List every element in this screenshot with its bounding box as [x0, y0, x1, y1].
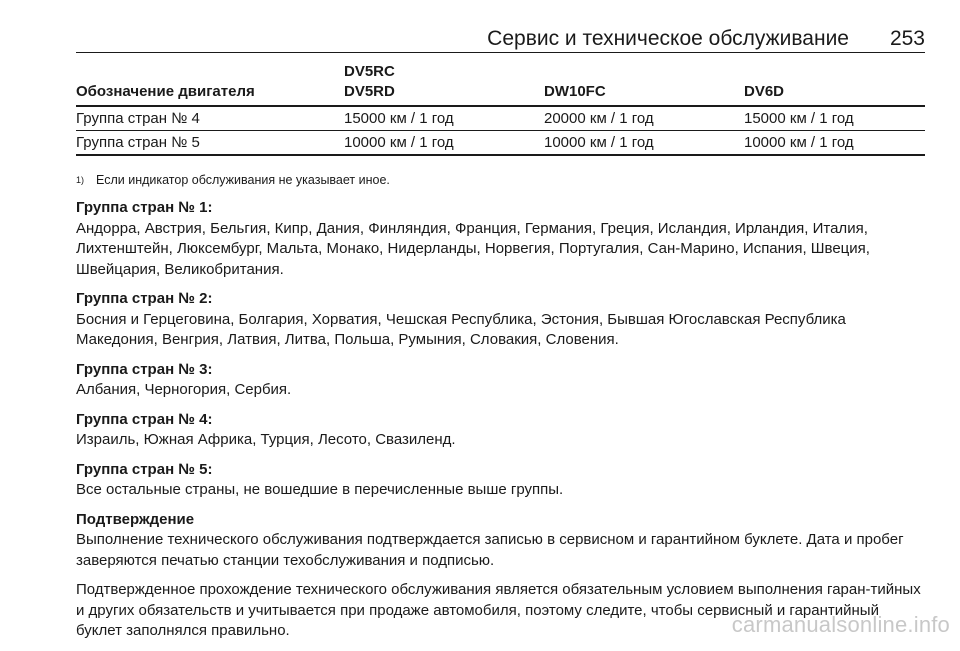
page-number: 253: [889, 27, 925, 50]
section-text: Албания, Черногория, Сербия.: [76, 381, 292, 398]
column-header-dv5rc-dv5rd: DV5RC DV5RD: [344, 62, 544, 106]
section-confirmation: [76, 510, 925, 572]
page-header: [76, 26, 925, 53]
column-header-dw10fc: DW10FC: [544, 62, 744, 106]
table-cell: Группа стран № 4: [76, 106, 344, 131]
section-group-2: [76, 289, 925, 351]
section-title: Группа стран № 3:: [76, 360, 213, 378]
table-cell: 20000 км / 1 год: [544, 106, 744, 131]
table-cell: Группа стран № 5: [76, 131, 344, 156]
section-title: Группа стран № 4:: [76, 410, 213, 428]
section-group-1: [76, 198, 925, 280]
section-title: Группа стран № 1:: [76, 199, 213, 216]
table-header-row: [76, 62, 925, 106]
table-row: [76, 131, 925, 156]
table-cell: 15000 км / 1 год: [744, 106, 925, 131]
service-interval-table: [76, 62, 925, 156]
watermark: carmanualsonline.info: [731, 612, 950, 637]
footnote: [76, 172, 390, 188]
footnote-marker: 1): [76, 175, 85, 185]
section-title: Группа стран № 2:: [76, 290, 213, 307]
table-cell: 15000 км / 1 год: [344, 106, 544, 131]
column-header-dv6d: DV6D: [744, 62, 925, 106]
section-text: Андорра, Австрия, Бельгия, Кипр, Дания, Финляндия, Франция, Германия, Греция, Исландия, Ирландия, Италия, Лихтенштейн, Люксембург, Мальта, Монако, Нидерланды, Норвегия, Португалия, Сан-Марино, Испания, Швеция, Швейцария, Великобритания.: [76, 219, 870, 278]
table-row: [76, 106, 925, 131]
table-cell: 10000 км / 1 год: [344, 131, 544, 156]
section-text: Подтвержденное прохождение технического обслуживания является обязательным условием выполнения гаран-тийных и других обязательств и учитывается при продаже автомобиля, поэтому следите, чтобы сервисный и гарантийный буклет заполнялся правильно.: [76, 581, 921, 639]
section-group-3: [76, 360, 925, 401]
section-group-5: [76, 460, 925, 501]
body-text: [76, 198, 925, 651]
page-title: Сервис и техническое обслуживание: [487, 27, 849, 50]
footnote-text: Если индикатор обслуживания не указывает иное.: [96, 173, 390, 187]
section-text: Выполнение технического обслуживания подтверждается записью в сервисном и гарантийном буклете. Дата и пробег заверяются печатью станции техобслуживания и подписью.: [76, 531, 904, 569]
table-cell: 10000 км / 1 год: [544, 131, 744, 156]
section-title: Подтверждение: [76, 510, 195, 528]
section-text: Все остальные страны, не вошедшие в перечисленные выше группы.: [76, 481, 564, 498]
section-title: Группа стран № 5:: [76, 460, 213, 478]
table-cell: 10000 км / 1 год: [744, 131, 925, 156]
section-text: Босния и Герцеговина, Болгария, Хорватия, Чешская Республика, Эстония, Бывшая Югославская Республика Македония, Венгрия, Латвия, Литва, Польша, Румыния, Словакия, Словения.: [76, 310, 846, 348]
section-group-4: [76, 410, 925, 451]
section-text: Израиль, Южная Африка, Турция, Лесото, Свазиленд.: [76, 431, 456, 448]
column-header-engine: Обозначение двигателя: [76, 62, 344, 106]
